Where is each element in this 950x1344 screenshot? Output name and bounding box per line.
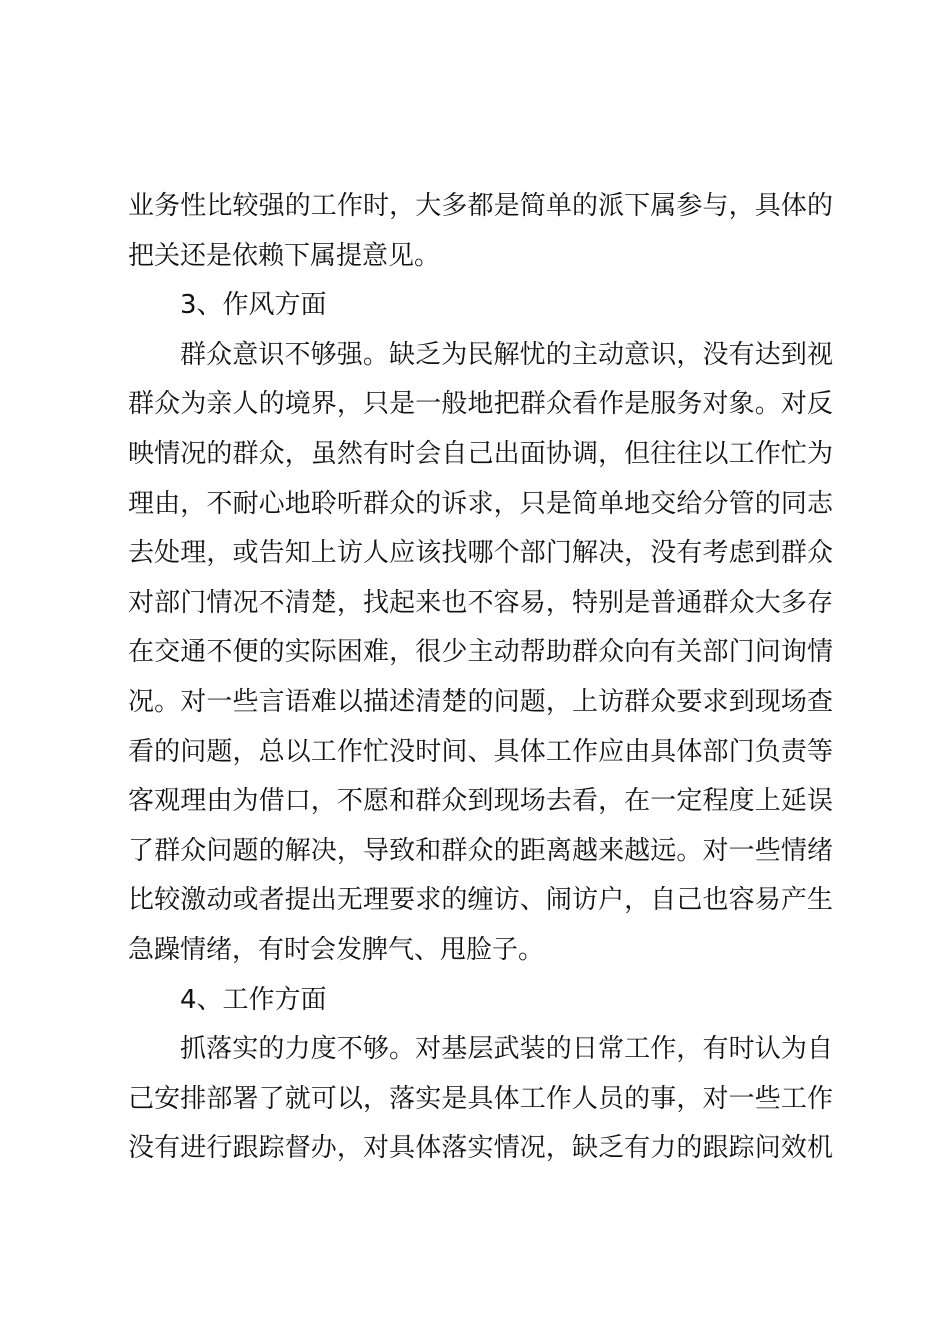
paragraph-line: 没有进行跟踪督办，对具体落实情况，缺乏有力的跟踪问效机 xyxy=(128,1133,833,1164)
paragraph-line: 急躁情绪，有时会发脾气、甩脸子。 xyxy=(128,934,545,965)
section-heading: 3、作风方面 xyxy=(180,290,327,321)
paragraph-line: 比较激动或者提出无理要求的缠访、闹访户，自己也容易产生 xyxy=(128,885,833,916)
document-body xyxy=(128,182,833,1174)
paragraph-line: 群众意识不够强。缺乏为民解忧的主动意识，没有达到视 xyxy=(180,339,833,370)
paragraph-line: 对部门情况不清楚，找起来也不容易，特别是普通群众大多存 xyxy=(128,587,833,618)
paragraph-line: 在交通不便的实际困难，很少主动帮助群众向有关部门问询情 xyxy=(128,637,833,668)
paragraph-line: 客观理由为借口，不愿和群众到现场去看，在一定程度上延误 xyxy=(128,786,833,817)
paragraph-line: 抓落实的力度不够。对基层武装的日常工作，有时认为自 xyxy=(180,1034,833,1065)
paragraph-line: 群众为亲人的境界，只是一般地把群众看作是服务对象。对反 xyxy=(128,389,833,420)
paragraph-line: 理由，不耐心地聆听群众的诉求，只是简单地交给分管的同志 xyxy=(128,488,833,519)
paragraph-line: 己安排部署了就可以，落实是具体工作人员的事，对一些工作 xyxy=(128,1083,833,1114)
paragraph-line: 看的问题，总以工作忙没时间、具体工作应由具体部门负责等 xyxy=(128,736,833,767)
continuation-line: 业务性比较强的工作时，大多都是简单的派下属参与，具体的 xyxy=(128,191,833,221)
continuation-line: 把关还是依赖下属提意见。 xyxy=(128,240,441,271)
paragraph-line: 了群众问题的解决，导致和群众的距离越来越远。对一些情绪 xyxy=(128,835,833,866)
paragraph-line: 映情况的群众，虽然有时会自己出面协调，但往往以工作忙为 xyxy=(128,438,833,469)
section-heading: 4、工作方面 xyxy=(180,984,327,1015)
paragraph-line: 去处理，或告知上访人应该找哪个部门解决，没有考虑到群众 xyxy=(128,538,833,569)
paragraph-line: 况。对一些言语难以描述清楚的问题，上访群众要求到现场查 xyxy=(128,686,833,717)
